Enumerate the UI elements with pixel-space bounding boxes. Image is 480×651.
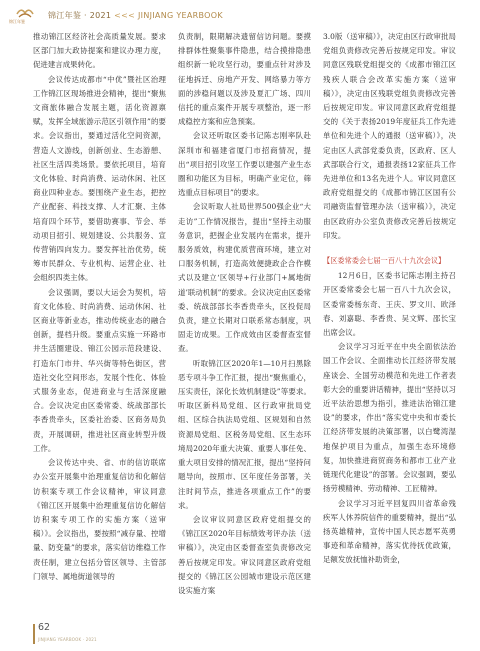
column-3 bbox=[323, 30, 456, 568]
paragraph: 12月6日，区委书记陈志刚主持召开区委常委会七届一百八十九次会议，区委常委杨东奇、王庆、罗文川、欧泽春、刘嘉聪、李香贵、吴文辉、邵长宝出席会议。 bbox=[323, 271, 456, 338]
footer-accent-bar bbox=[33, 624, 35, 644]
paragraph: 会议审议同意区政府党组提交的《锦江区2020年目标绩效考评办法（送审稿）》，决定由区委督查室负责修改完善后按规定印发。审议同意区政府党组提交的《锦江区公园城市建设示范区建设实施方案 bbox=[178, 514, 311, 595]
footer-caption: JINJIANG YEARBOOK · 2021 bbox=[38, 637, 97, 642]
paragraph: 会议传达中央、省、市的信访联席办公室开展集中治理重复信访和化解信访积案专项工作会议精神，审议同意《锦江区开展集中治理重复信访化解信访积案专项工作的实施方案（送审稿）》。会议指出，要按照“减存量、控增量、防变量”的要求，落实信访维稳工作责任制，建立包括分管区领导、主管部门领导、属地街道领导的 bbox=[33, 458, 166, 581]
paragraph: 会议学习习近平在中央全面依法治国工作会议、全面推动长江经济带发展座谈会、全国劳动模范和先进工作者表彰大会的重要讲话精神，提出“坚持以习近平法治思想为指引，推进法治锦江建设”的要求，作出“落实党中央和市委长江经济带发展的决策部署，以白鹭湾湿地保护项目为重点，加强生态环境修复，加快推进商贸商务和都市工业产业链现代化建设”的部署。会议强调，要弘扬劳模精神、劳动精神、工匠精神。 bbox=[323, 342, 456, 494]
page-number: 62 bbox=[38, 622, 51, 633]
paragraph: 会议还听取区委书记陈志刚率队赴深圳市和福建省厦门市招商情况，提出“项目招引攻坚工作要以建强产业生态圈和功能区为目标，明确产业定位，筛选重点目标项目”的要求。 bbox=[178, 131, 311, 198]
column-1 bbox=[33, 30, 166, 584]
page-header bbox=[0, 0, 480, 26]
running-header bbox=[48, 10, 223, 21]
paragraph: 会议学习习近平回复四川省革命残疾军人休养院信件的重要精神，提出“弘扬英雄精神，宣传中国人民志愿军英勇事迹和革命精神，落实优待抚优政策，足额发放抚恤补助资金， bbox=[323, 498, 456, 565]
paragraph: 3.0版（送审稿）》，决定由区行政审批局党组负责修改完善后按规定印发。审议同意区残联党组提交的《成都市锦江区残疾人联合会改革实施方案（送审稿）》，决定由区残联党组负责修改完善后按规定印发。审议同意区政府党组提交的《关于表扬2019年度征兵工作先进单位和先进个人的通报（送审稿）》，决定由区人武部党委负责，区政府、区人武部联合行文，通报表扬12家征兵工作先进单位和13名先进个人。审议同意区政府党组提交的《成都市锦江区国有公司融资监督管理办法（送审稿）》，决定由区政府办公室负责修改完善后按规定印发。 bbox=[323, 32, 456, 240]
paragraph: 会议听取人社局世界500强企业“大走访”工作情况报告，提出“坚持主动服务意识，把握企业发展内在需求，提升服务质效，构建优质营商环境，建立对口服务机制，打造高效便捷政企合作模式以及建立‘区领导+行业部门+属地街道’联动机制”的要求。会议决定由区委常委、统战部部长李香贵牵头，区投促局负责，建立长期对口联系常态制度，巩固走访成果。工作成效由区委督查室督查。 bbox=[178, 202, 311, 354]
paragraph: 会议传达成都市“中优”暨社区治理工作锦江区现场推进会精神，提出“聚焦文商旅体融合发展主题，活化资源禀赋，发挥全域旅游示范区引领作用”的要求。会议指出，要通过活化空间资源，营造人文游线，创新创业、生态游憩、社区生活四类场景。要依托项目，培育文化体验、时尚消费、运动休闲、社区商业四种业态。要围绕产业生态，把控产业配套、科技支撑、人才汇聚、主体培育四个环节，要借助赛事、节会、举动项目招引、规划建设、公共服务、宣传营销四向发力。要发挥社治优势，统筹市民群众、专业机构、运营企业、社会组织四类主体。 bbox=[33, 74, 166, 283]
paragraph: 负责制，限期解决遗留信访问题。要摸排群体性聚集事件隐患，结合摸排隐患组织新一轮攻坚行动，要重点针对涉及征地拆迁、房地产开发、网络暴力等方面的涉稳问题以及涉及夏汇广场、四川信托的重点案件开展专项整治，逐一形成稳控方案和应急预案。 bbox=[178, 32, 311, 127]
paragraph: 听取锦江区2020年1—10月扫黑除恶专项斗争工作汇报，提出“聚焦重心，压实责任，深化长效机制建设”等要求。听取区新科局党组、区行政审批局党组、区综合执法局党组、区规划和自然资源局党组、区税务局党组、区生态环境局2020年重大决策、重要人事任免、重大项目安排的情况汇报，提出“坚持问题导向，按照市、区年度任务部署，关注时间节点，推进各项重点工作”的要求。 bbox=[178, 358, 311, 510]
paragraph: 会议强调，要以大运会为契机，培育文化体验、时尚消费、运动休闲、社区商业等新业态，推动传统业态的融合创新，提档升级。要重点实施一环路市井生活圈建设、锦江公园示范段建设、打造东门市井、华兴街等特色街区，营造社交化空间形态，发展个性化、体验式服务业态，促进商业与生活深度融合。会议决定由区委常委、统战部部长李香贵牵头，区委社治委、区商务局负责，开展调研，推进社区商业转型升级工作。 bbox=[33, 287, 166, 453]
paragraph: 推动锦江区经济社会高质量发展。要求区部门加大政协提案和建议办理力度，促进建言成果转化。 bbox=[33, 32, 166, 70]
header-subtitle: JINJIANG YEARBOOK bbox=[138, 11, 223, 20]
header-separator: <<< bbox=[114, 11, 136, 20]
logo-text: 锦江年鉴 bbox=[9, 19, 25, 24]
header-title: 锦江年鉴 · 2021 bbox=[48, 11, 112, 20]
section-heading: 【区委常委会七届一百八十九次会议】 bbox=[323, 256, 446, 266]
column-2 bbox=[178, 30, 311, 598]
